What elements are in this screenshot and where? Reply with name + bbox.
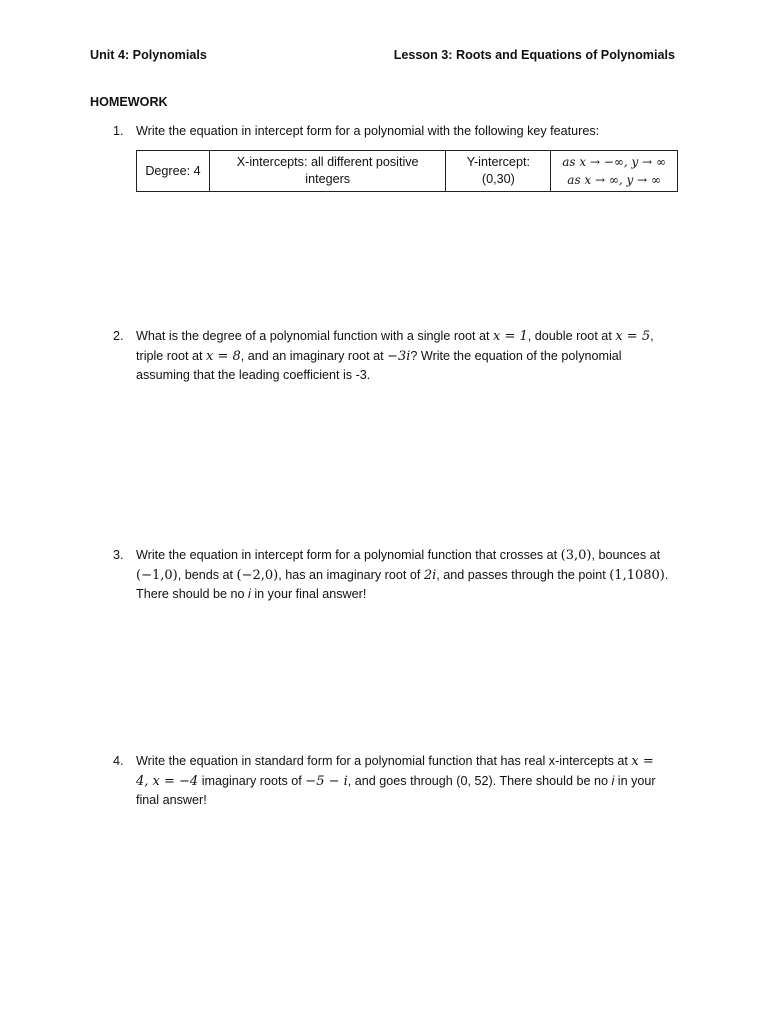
y-intercept-value: (0,30) xyxy=(481,172,515,186)
unit-title: Unit 4: Polynomials xyxy=(90,48,207,62)
text-span: What is the degree of a polynomial function with a single root at xyxy=(136,329,494,343)
text-span: , and an imaginary root at xyxy=(240,348,388,363)
text-span: , bounces at xyxy=(591,548,661,562)
x-intercepts-cell: X-intercepts: all different positive integers xyxy=(209,151,445,192)
question-number: 2. xyxy=(113,329,124,343)
text-span: , and goes through (0, 52). There should be no xyxy=(347,773,612,788)
text-span: in your xyxy=(614,773,656,788)
text-span: Write the equation in standard form for a polynomial function that has real x-intercepts at xyxy=(136,754,632,768)
math-expression: (−2,0) xyxy=(236,567,279,583)
text-span: in your final answer! xyxy=(250,587,367,601)
question-number: 1. xyxy=(113,124,124,138)
table-row xyxy=(137,151,678,192)
text-span: , xyxy=(650,329,654,343)
math-expression: x = 8 xyxy=(206,348,241,364)
y-intercept-label: Y-intercept: xyxy=(466,155,530,169)
text-span: , bends at xyxy=(177,567,237,582)
y-intercept-cell xyxy=(446,151,551,192)
end-behavior-cell xyxy=(551,151,678,192)
lesson-title: Lesson 3: Roots and Equations of Polynomials xyxy=(393,48,675,62)
math-expression: x = xyxy=(631,754,654,769)
question-text xyxy=(136,327,673,386)
math-expression: x = 1 xyxy=(493,329,528,344)
italic-i: i xyxy=(611,773,615,788)
text-span: , double root at xyxy=(527,329,616,343)
question-2 xyxy=(113,327,673,387)
text-span: triple root at xyxy=(136,348,206,363)
end-behavior-right: as x → ∞, y → ∞ xyxy=(567,173,661,187)
italic-i: i xyxy=(248,587,251,601)
text-span: . xyxy=(664,567,669,582)
question-number: 4. xyxy=(113,754,124,768)
text-span: imaginary roots of xyxy=(198,773,306,788)
math-expression: (1,1080) xyxy=(609,567,665,583)
degree-cell: Degree: 4 xyxy=(137,151,210,192)
question-3 xyxy=(113,546,673,606)
end-behavior-left: as x → −∞, y → ∞ xyxy=(562,155,666,169)
math-expression: −5 − i xyxy=(305,773,348,789)
math-expression: 4, x = −4 xyxy=(136,773,199,789)
text-span: , and passes through the point xyxy=(436,567,610,582)
math-expression: −3i xyxy=(387,348,411,364)
question-text xyxy=(136,752,673,811)
section-title: HOMEWORK xyxy=(90,95,168,109)
question-text xyxy=(136,546,673,605)
text-span: Write the equation in intercept form for a polynomial function that crosses at xyxy=(136,548,561,562)
text-span: ? Write the equation of the polynomial xyxy=(410,348,622,363)
question-text: Write the equation in intercept form for a polynomial with the following key features: xyxy=(136,124,600,138)
question-1 xyxy=(113,122,673,142)
text-span: , has an imaginary root of xyxy=(278,567,424,582)
text-span: assuming that the leading coefficient is -3. xyxy=(136,368,371,382)
math-expression: 2i xyxy=(423,567,437,583)
question-4 xyxy=(113,752,673,812)
text-span: There should be no xyxy=(136,587,249,601)
question-number: 3. xyxy=(113,548,124,562)
text-span: final answer! xyxy=(136,793,207,807)
math-expression: (3,0) xyxy=(560,548,592,563)
key-features-table xyxy=(136,150,678,192)
math-expression: (−1,0) xyxy=(136,567,178,583)
math-expression: x = 5 xyxy=(615,329,651,344)
